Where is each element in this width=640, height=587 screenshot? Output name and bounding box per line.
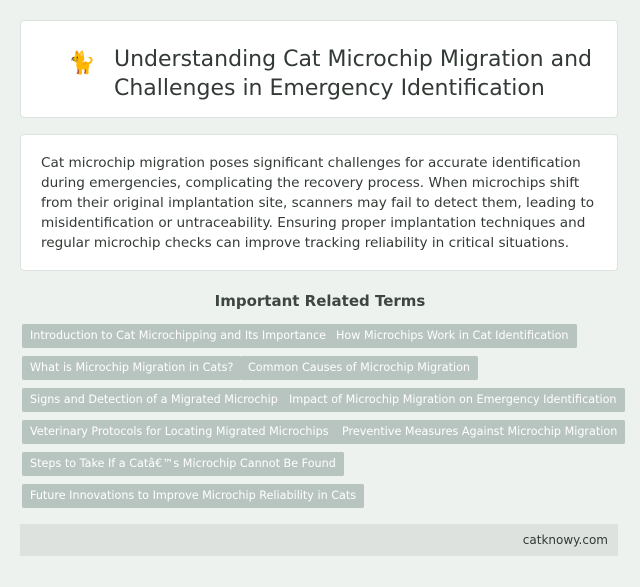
summary-card: [20, 134, 618, 271]
footer-site-link[interactable]: catknowy.com: [522, 533, 608, 547]
page-title: Understanding Cat Microchip Migration and Challenges in Emergency Identification: [114, 47, 592, 101]
related-term[interactable]: Steps to Take If a Catâ€™s Microchip Cannot Be Found: [22, 452, 344, 476]
summary-text: Cat microchip migration poses significant challenges for accurate identification during emergencies, complicating the recovery process. When microchips shift from their original implantation site, scanners may fail to detect them, leading to misidentification or untraceability. Ensuring proper implantation techniques and regular microchip checks can improve tracking reliability in critical situations.: [41, 155, 595, 251]
title-card: [20, 20, 618, 118]
footer: [20, 524, 618, 556]
related-terms-heading: Important Related Terms: [214, 292, 426, 310]
cat-icon: 🐈: [68, 51, 96, 76]
related-term[interactable]: Common Causes of Microchip Migration: [240, 356, 478, 380]
related-term[interactable]: Veterinary Protocols for Locating Migrated Microchips: [22, 420, 337, 444]
related-term[interactable]: Introduction to Cat Microchipping and Its Importance: [22, 324, 334, 348]
related-term[interactable]: Future Innovations to Improve Microchip Reliability in Cats: [22, 484, 364, 508]
related-term[interactable]: Impact of Microchip Migration on Emergency Identification: [281, 388, 625, 412]
related-term[interactable]: Signs and Detection of a Migrated Microchip: [22, 388, 286, 412]
related-term[interactable]: Preventive Measures Against Microchip Migration: [334, 420, 625, 444]
related-term[interactable]: What is Microchip Migration in Cats?: [22, 356, 241, 380]
related-term[interactable]: How Microchips Work in Cat Identification: [328, 324, 577, 348]
